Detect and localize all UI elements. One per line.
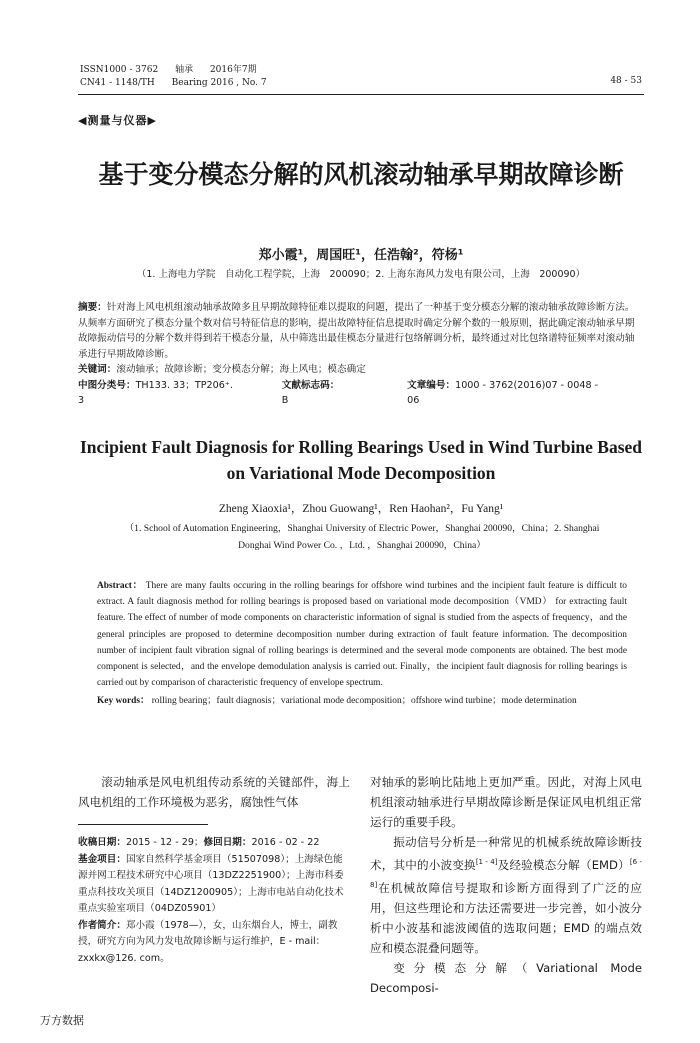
- abstract-en-label: Abstract：: [97, 581, 143, 591]
- journal-name-cn: 轴承: [175, 65, 194, 75]
- issue-cn: 2016年7期: [209, 65, 257, 75]
- keywords-cn-label: 关键词：: [78, 364, 117, 375]
- footnote-author: 作者简介：郑小霞（1978—），女，山东烟台人，博士，副教授，研究方向为风力发电故障诊断与运行维护，E - mail：zxxkx@126. com。: [78, 919, 338, 964]
- footnote-fund: 基金项目：国家自然科学基金项目（51507098）；上海绿色能源并网工程技术研究中心项目（13DZ2251900）；上海市科委重点科技攻关项目（14DZ1200905）；上海市电站自动化技术重点实验室项目（04DZ05901）: [78, 853, 344, 914]
- cn-number: CN41 - 1148/TH: [80, 78, 155, 88]
- article-number: 文章编号：1000 - 3762(2016)07 - 0048 - 06: [407, 379, 599, 406]
- body-paragraph: 滚动轴承是风电机组传动系统的关键部件，海上风电机组的工作环境极为恶劣，腐蚀性气体: [78, 775, 350, 809]
- abstract-cn: [78, 300, 644, 409]
- body-paragraph: 对轴承的影响比陆地上更加严重。因此，对海上风电机组滚动轴承进行早期故障诊断是保证风电机组正常运行的重要手段。: [370, 775, 642, 829]
- footnote-dates: 收稿日期：2015 - 12 - 29；修回日期：2016 - 02 - 22: [78, 837, 320, 848]
- keywords-en-label: Key words：: [97, 696, 150, 707]
- footnote-rule: [78, 824, 208, 825]
- citation: [1 - 4]: [475, 858, 498, 866]
- footer-brand: 万方数据: [40, 1014, 84, 1027]
- body-column-right: [370, 772, 642, 998]
- page-range: 48 - 53: [610, 76, 642, 86]
- abstract-cn-text: 针对海上风电机组滚动轴承故障多且早期故障特征难以提取的问题，提出了一种基于变分模态分解的滚动轴承故障诊断方法。从频率方面研究了模态分量个数对信号特征信息的影响，提出故障特征信息提取时确定分解个数的一般原则，据此确定滚动轴承早期故障振动信号的分解个数并得到若干模态分量，从中筛选出最佳模态分量进行包络解调分析，最终通过对比包络谱特征频率对滚动轴承进行早期故障诊断。: [78, 302, 635, 360]
- header-rule: [78, 94, 644, 95]
- classification: 中图分类号：TH133. 33；TP206⁺. 3: [78, 379, 233, 406]
- body-paragraph: 变分模态分解（Variational Mode Decomposi-: [370, 960, 642, 995]
- abstract-en-text: There are many faults occuring in the rolling bearings for offshore wind turbines and the incipient fault feature is difficult to extract. A fault diagnosis method for rolling bearings is proposed based on variational mode decomposition（VMD） for extracting fault feature. The effect of number of mode components on characteristic information of signal is studied from the aspects of frequency，and the general principles are proposed to determine decomposition number during extraction of fault feature information. The decomposition number of incipient fault vibration signal of rolling bearings is determined and the several mode components are obtained. The best mode component is selected，and the envelope demodulation analysis is carried out. Finally，the incipient fault diagnosis for rolling bearings is carried out by comparison of characteristic frequency of envelope spectrum.: [97, 581, 627, 689]
- affiliation-en: （1. School of Automation Engineering，Shanghai University of Electric Power，Shanghai 200090，China；2. Shanghai Donghai Wind Power Co. ，Ltd. ，Shanghai 200090，China）: [124, 523, 600, 551]
- document-code: 文献标志码：B: [281, 379, 340, 406]
- title-en: Incipient Fault Diagnosis for Rolling Bearings Used in Wind Turbine Based on Variational Mode Decomposition: [79, 437, 643, 483]
- keywords-en: rolling bearing；fault diagnosis；variational mode decomposition；offshore wind turbine；mode determination: [151, 696, 577, 707]
- authors-cn: 郑小霞¹，周国旺¹，任浩翰²，符杨¹: [258, 248, 464, 263]
- body-column-left: [78, 772, 350, 967]
- body-paragraph: 振动信号分析是一种常见的机械系统故障诊断技术，其中的小波变换[1 - 4]及经验模态分解（EMD）[6 - 8]在机械故障信号提取和诊断方面得到了广泛的应用，但这些理论和方法还需要进一步完善，如小波分析中小波基和滤波阈值的选取问题；EMD 的端点效应和模态混叠问题等。: [370, 835, 642, 955]
- abstract-en: [97, 578, 627, 710]
- issue-en: Bearing 2016 , No. 7: [171, 78, 267, 88]
- authors-en: Zheng Xiaoxia¹，Zhou Guowang¹，Ren Haohan²，Fu Yang¹: [218, 503, 504, 515]
- title-cn: 基于变分模态分解的风机滚动轴承早期故障诊断: [98, 160, 624, 189]
- abstract-cn-label: 摘要：: [78, 302, 107, 313]
- issn: ISSN1000 - 3762: [80, 65, 159, 75]
- keywords-cn: 滚动轴承；故障诊断；变分模态分解；海上风电；模态确定: [116, 364, 366, 375]
- journal-header: [80, 64, 281, 90]
- citation: [6 - 8]: [370, 858, 642, 889]
- affiliation-cn: （1. 上海电力学院 自动化工程学院，上海 200090；2. 上海东海风力发电有限公司，上海 200090）: [136, 269, 586, 280]
- section-tag: ◀测量与仪器▶: [78, 114, 157, 127]
